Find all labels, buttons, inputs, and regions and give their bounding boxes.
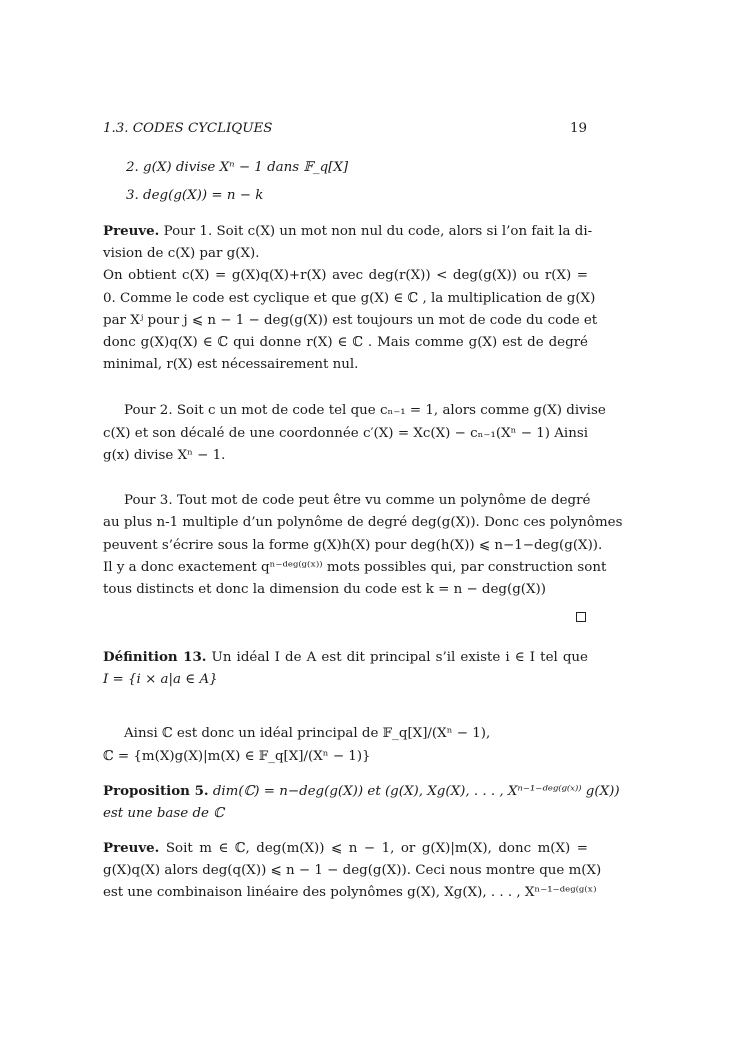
list-item	[126, 158, 348, 177]
proof-line: On obtient c(X) = g(X)q(X)+r(X) avec deg(r(X)) < deg(g(X)) ou r(X) =	[103, 268, 588, 283]
proof-text: Pour 1. Soit c(X) un mot non nul du code, alors si l’on fait la di-	[163, 224, 593, 239]
proof-line: vision de c(X) par g(X).	[103, 246, 260, 261]
running-header-section: 1.3. CODES CYCLIQUES	[103, 121, 273, 136]
page-number: 19	[569, 121, 587, 136]
proof-line: minimal, r(X) est nécessairement nul.	[103, 357, 359, 372]
proof-line: est une combinaison linéaire des polynômes g(X), Xg(X), . . . , Xⁿ⁻¹⁻ᵈᵉᵍ⁽ᵍ⁽ˣ⁾	[103, 885, 597, 900]
qed-square-icon	[576, 612, 586, 622]
definition-label: Définition 13.	[103, 649, 207, 665]
paragraph-line: Pour 3. Tout mot de code peut être vu comme un polynôme de degré	[124, 493, 591, 508]
paragraph-line: peuvent s’écrire sous la forme g(X)h(X) pour deg(h(X)) ⩽ n−1−deg(g(X)).	[103, 538, 603, 553]
proof-label: Preuve.	[103, 223, 160, 239]
proof-line: 0. Comme le code est cyclique et que g(X) ∈ ℂ , la multiplication de g(X)	[103, 291, 596, 306]
proof-line	[103, 839, 588, 858]
proof-line: g(X)q(X) alors deg(q(X)) ⩽ n − 1 − deg(g(X)). Ceci nous montre que m(X)	[103, 863, 602, 878]
proposition-text: dim(ℂ) = n−deg(g(X)) et (g(X), Xg(X), . . . , Xⁿ⁻¹⁻ᵈᵉᵍ⁽ᵍ⁽ˣ⁾⁾ g(X))	[212, 784, 620, 799]
proof-line	[103, 222, 593, 241]
proof-line: par Xʲ pour j ⩽ n − 1 − deg(g(X)) est toujours un mot de code du code et	[103, 313, 598, 328]
paragraph-line: Il y a donc exactement qⁿ⁻ᵈᵉᵍ⁽ᵍ⁽ˣ⁾⁾ mots possibles qui, par construction sont	[103, 560, 607, 575]
paragraph-line: c(X) et son décalé de une coordonnée c′(X) = Xc(X) − cₙ₋₁(Xⁿ − 1) Ainsi	[103, 426, 588, 441]
proof-label: Preuve.	[103, 840, 160, 856]
list-item-number: 2.	[126, 160, 139, 175]
proposition-line	[103, 782, 620, 801]
list-item-text: g(X) divise Xⁿ − 1 dans 𝔽_q[X]	[143, 160, 349, 175]
list-item-number: 3.	[126, 188, 139, 203]
paragraph-line: Pour 2. Soit c un mot de code tel que cₙ₋₁ = 1, alors comme g(X) divise	[124, 403, 606, 418]
proposition-line: est une base de ℂ	[103, 806, 224, 821]
proof-line: donc g(X)q(X) ∈ ℂ qui donne r(X) ∈ ℂ . Mais comme g(X) est de degré	[103, 335, 588, 350]
definition-text: Un idéal I de A est dit principal s’il existe i ∈ I tel que	[211, 650, 588, 665]
paragraph-line: Ainsi ℂ est donc un idéal principal de 𝔽_q[X]/(Xⁿ − 1),	[124, 726, 491, 741]
paragraph-line: au plus n-1 multiple d’un polynôme de degré deg(g(X)). Donc ces polynômes	[103, 515, 623, 530]
proposition-label: Proposition 5.	[103, 783, 209, 799]
paragraph-line: tous distincts et donc la dimension du code est k = n − deg(g(X))	[103, 582, 546, 597]
proof-text: Soit m ∈ ℂ, deg(m(X)) ⩽ n − 1, or g(X)|m(X), donc m(X) =	[165, 841, 588, 856]
list-item	[126, 186, 263, 205]
definition-line: I = {i × a|a ∈ A}	[103, 672, 218, 687]
definition-line	[103, 648, 588, 667]
paragraph-line: ℂ = {m(X)g(X)|m(X) ∈ 𝔽_q[X]/(Xⁿ − 1)}	[103, 749, 371, 764]
list-item-text: deg(g(X)) = n − k	[143, 188, 264, 203]
paragraph-line: g(x) divise Xⁿ − 1.	[103, 448, 226, 463]
